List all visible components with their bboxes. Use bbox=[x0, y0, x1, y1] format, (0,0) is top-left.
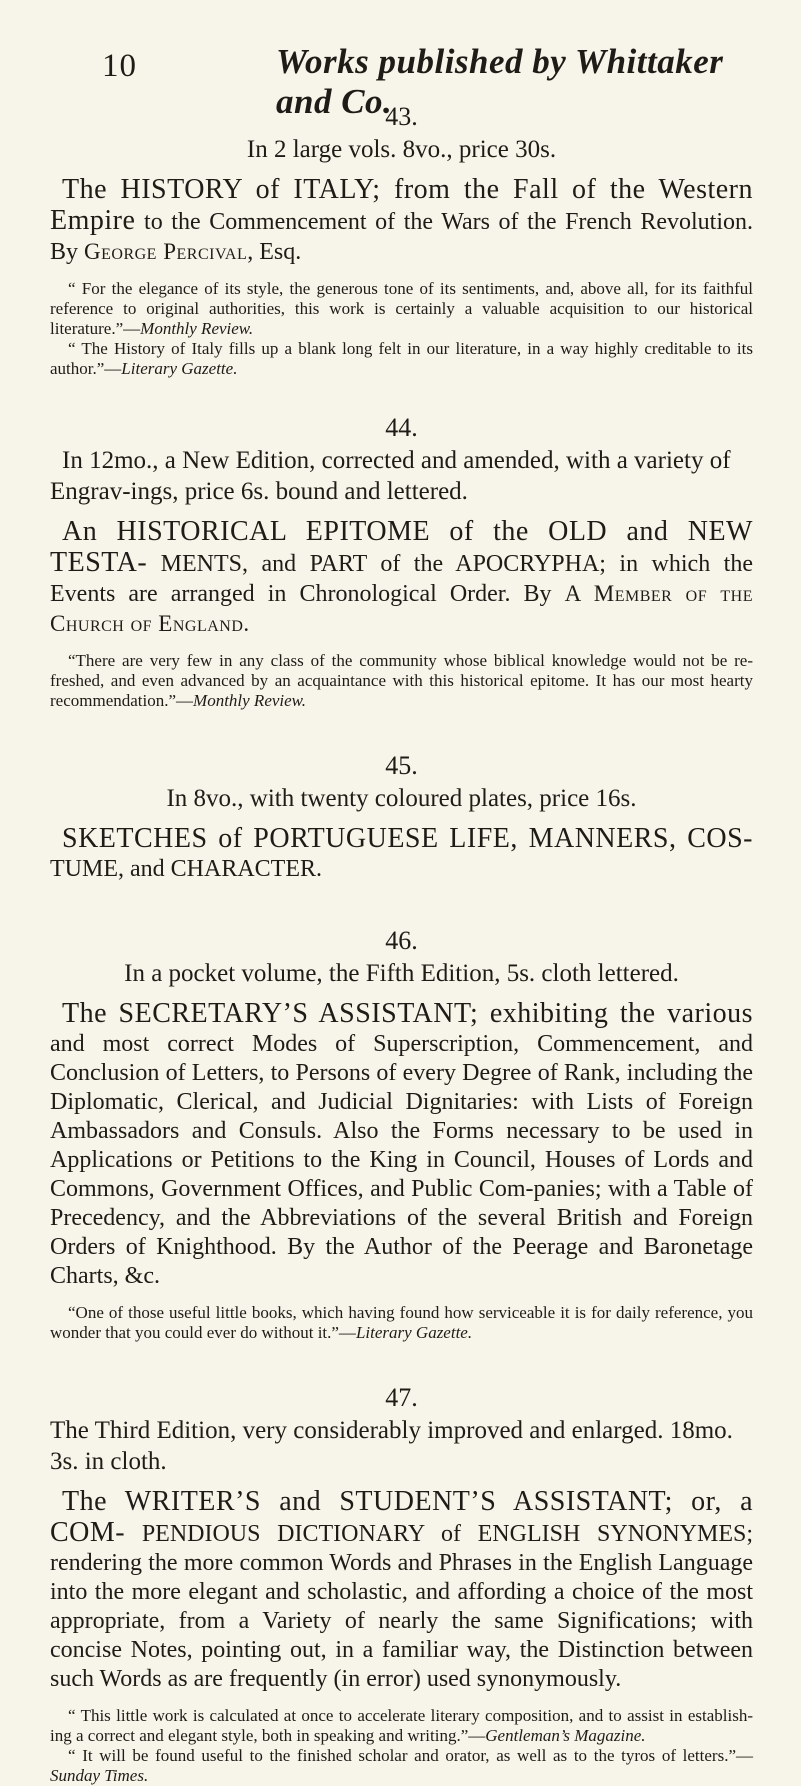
entry-edition: In 12mo., a New Edition, corrected and amended, with a variety of Engrav-ings, price 6s. bound and lettered. bbox=[50, 447, 731, 505]
entry-title bbox=[50, 999, 753, 1291]
review-quote bbox=[50, 1303, 753, 1343]
catalogue-entry bbox=[50, 751, 753, 884]
review-quote bbox=[50, 651, 753, 711]
review-text: “ For the elegance of its style, the generous tone of its sentiments, and, above all, for its faithful reference to original authorities, this work is certainly a valuable acquisition to our historical literature.”— bbox=[50, 279, 753, 338]
review-text: “There are very few in any class of the community whose biblical knowledge would not be re-freshed, and even advanced by an acquaintance with this historical epitome. It has our most hearty recommendation.”— bbox=[50, 651, 753, 710]
review-quote bbox=[50, 1706, 753, 1746]
page-number: 10 bbox=[102, 48, 137, 84]
review-source: Literary Gazette. bbox=[355, 1323, 473, 1342]
review-text: “ This little work is calculated at once to accelerate literary composition, and to assist in establish-ing a correct and elegant style, both in speaking and writing.”— bbox=[50, 1706, 753, 1745]
title-rest: PENDIOUS DICTIONARY of ENGLISH SYNONYMES; rendering the more common Words and Phrases in the English Language into the more elegant and scholastic, and affording a choice of the most appropriate, from a Variety of nearly the same Significations; with concise Notes, pointing out, in a familiar way, the Distinction between such Words as are frequently (in error) used synonymously. bbox=[50, 1521, 754, 1692]
title-rest: to the Commencement of the Wars of the French Revolution. By bbox=[50, 209, 753, 265]
title-lead: The WRITER’S and STUDENT’S ASSISTANT; or, a COM- bbox=[50, 1486, 753, 1548]
review-quote bbox=[50, 339, 753, 379]
title-lead: An HISTORICAL EPITOME of the OLD and NEW TESTA- bbox=[50, 516, 753, 578]
title-author: George Percival bbox=[84, 239, 248, 264]
title-tail: , Esq. bbox=[247, 239, 302, 265]
title-rest: TUME, and CHARACTER. bbox=[50, 856, 322, 882]
entry-edition: In 8vo., with twenty coloured plates, price 16s. bbox=[166, 785, 637, 812]
review-text: “One of those useful little books, which having found how serviceable it is for daily reference, you wonder that you could ever do without it.”— bbox=[50, 1303, 753, 1342]
entry-title bbox=[50, 517, 753, 639]
entry-number: 47. bbox=[385, 1383, 418, 1412]
title-author: A Member of the Church of England. bbox=[50, 581, 754, 636]
review-source: Literary Gazette. bbox=[121, 359, 238, 378]
entry-edition: The Third Edition, very considerably improved and enlarged. 18mo. 3s. in cloth. bbox=[50, 1417, 733, 1475]
entry-title bbox=[50, 175, 753, 267]
review-text: “ The History of Italy fills up a blank long felt in our literature, in a way highly creditable to its author.”— bbox=[50, 339, 753, 378]
catalogue-entry bbox=[50, 102, 753, 379]
review-text: “ It will be found useful to the finished scholar and orator, as well as to the tyros of letters.”— bbox=[68, 1746, 753, 1765]
catalogue-entry bbox=[50, 1383, 753, 1786]
entry-number: 46. bbox=[385, 926, 418, 955]
review-source: Gentleman’s Magazine. bbox=[485, 1726, 646, 1745]
entry-number: 45. bbox=[385, 751, 418, 780]
review-quote bbox=[50, 279, 753, 339]
entry-number: 44. bbox=[385, 413, 418, 442]
entry-title bbox=[50, 1487, 753, 1694]
catalogue-entry bbox=[50, 926, 753, 1343]
title-lead: The SECRETARY’S ASSISTANT; exhibiting the various bbox=[62, 998, 753, 1029]
entry-number: 43. bbox=[385, 102, 418, 131]
title-rest: and most correct Modes of Superscription, Commencement, and Conclusion of Letters, to Persons of every Degree of Rank, including the Diplomatic, Clerical, and Judicial Dignitaries: with Lists of Foreign Ambassadors and Consuls. Also the Forms necessary to be used in Applications or Petitions to the King in Council, Houses of Lords and Commons, Government Offices, and Public Com-panies; with a Table of Precedency, and the Abbreviations of the several British and Foreign Orders of Knighthood. By the Author of the Peerage and Baronetage Charts, &c. bbox=[50, 1031, 753, 1289]
entry-edition: In a pocket volume, the Fifth Edition, 5s. cloth lettered. bbox=[124, 960, 679, 987]
entry-edition: In 2 large vols. 8vo., price 30s. bbox=[246, 136, 557, 163]
running-title: Works published by Whittaker and Co. bbox=[276, 42, 724, 121]
title-lead: SKETCHES of PORTUGUESE LIFE, MANNERS, COS- bbox=[62, 823, 753, 854]
review-source: Monthly Review. bbox=[140, 319, 254, 338]
review-source: Monthly Review. bbox=[193, 691, 307, 710]
catalogue-entry bbox=[50, 413, 753, 711]
review-quote bbox=[50, 1746, 753, 1786]
title-lead: The HISTORY of ITALY; from the Fall of the Western Empire bbox=[50, 174, 753, 236]
review-source: Sunday Times. bbox=[50, 1766, 149, 1785]
entry-title bbox=[50, 824, 753, 884]
title-rest: MENTS, and PART of the APOCRYPHA; in which the Events are arranged in Chronological Order. By bbox=[50, 551, 753, 607]
